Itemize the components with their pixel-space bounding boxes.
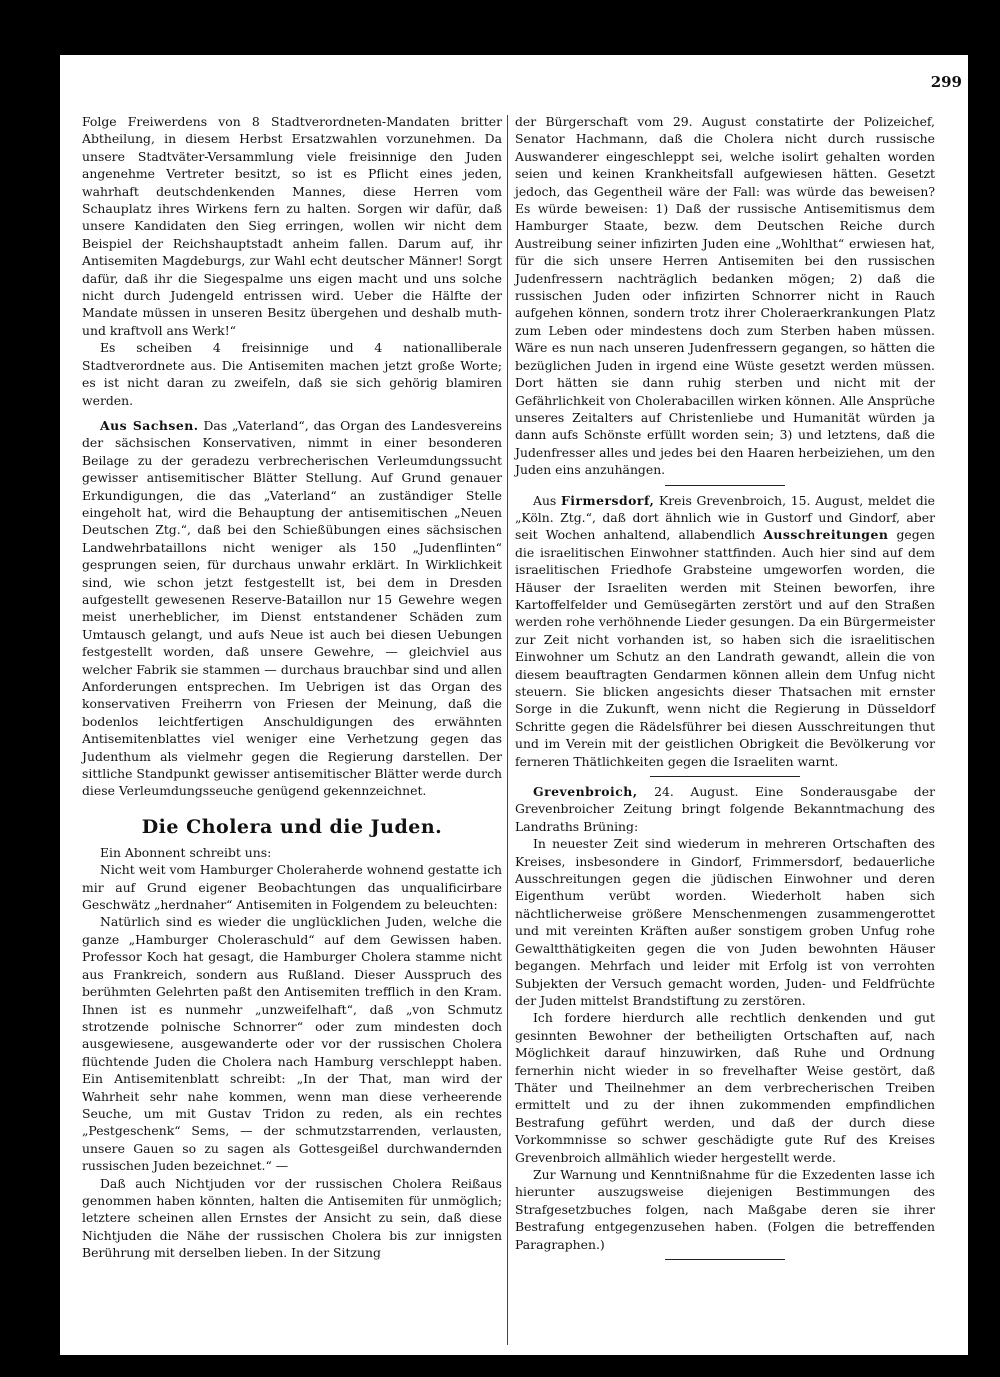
article-paragraph xyxy=(515,783,935,835)
dateline-place: Grevenbroich, xyxy=(533,784,638,800)
article-paragraph xyxy=(82,417,502,800)
article-paragraph: der Bürgerschaft vom 29. August constatirte der Polizeichef, Senator Hachmann, daß die Cholera nicht durch russische Auswanderer eingeschleppt sei, welche isolirt gehalten worden seien und keinen Krankheitsfall aufgewiesen hätten. Gesetzt jedoch, das Gegentheil wäre der Fall: was würde das beweisen? Es würde beweisen: 1) Daß der russische Antisemitismus dem Hamburger Staate, bezw. dem Deutschen Reiche durch Austreibung seiner infizirten Juden eine „Wohlthat“ erwiesen hat, für die sich unsere Herren Antisemiten bei den russischen Judenfressern nachträglich bedanken mögen; 2) daß die russischen Juden oder infizirten Schnorrer nicht in Rauch aufgehen können, sondern trotz ihrer Cholerаerkrankungen Platz zum Leben oder mindestens doch zum Sterben haben müssen. Wäre es nun nach unseren Judenfressern gegangen, so hätten die bezüglichen Juden in irgend eine Wüste gesetzt werden müssen. Dort hätten sie dann ruhig sterben und nicht mit der Gefährlichkeit von Cholerabacillen wirken können. Alle Ansprüche unseres Zeitalters auf Christenliebe und Humanität würden ja dann aufs Schönste erfüllt worden sein; 3) und letztens, daß die Judenfresser alles und jedes bei den Haaren herbeiziehen, um den Juden eins anzuhängen. xyxy=(515,114,935,478)
article-paragraph: In neuester Zeit sind wiederum in mehreren Ortschaften des Kreises, insbesondere in Gindorf, Frimmersdorf, bedauerliche Ausschreitungen gegen die jüdischen Einwohner und deren Eigenthum verübt worden. Wiederholt haben sich nächtlicherweise größere Menschenmengen zusammengerottet und mit vereinten Kräften außer sonstigem groben Unfug rohe Gewaltthätigkeiten gegen die von Juden bewohnten Häuser begangen. Mehrfach und leider mit Erfolg ist von verrohten Subjekten der Versuch gemacht worden, Juden- und Feldfrüchte der Juden mittelst Brandstiftung zu zerstören. xyxy=(515,836,935,1008)
article-paragraph: Zur Warnung und Kenntnißnahme für die Exzedenten lasse ich hierunter auszugsweise diejenigen Bestimmungen des Strafgesetzbuches folgen, nach Maßgabe deren sie ihrer Bestrafung entgegenzusehen haben. (Folgen die betreffenden Paragraphen.) xyxy=(515,1166,935,1252)
column-divider xyxy=(507,115,508,1345)
dateline-place: Aus Sachsen. xyxy=(100,417,199,433)
article-paragraph: Natürlich sind es wieder die unglücklichen Juden, welche die ganze „Hamburger Choleraschuld“ auf dem Gewissen haben. Professor Koch hat gesagt, die Hamburger Cholera stamme nicht aus Frankreich, sondern aus Rußland. Dieser Ausspruch des berühmten Gelehrten paßt den Antisemiten trefflich in den Kram. Ihnen ist es nunmehr „unzweifelhaft“, daß „von Schmutz strotzende polnische Schnorrer“ oder zum mindesten doch ausgewiesene, ausgewanderte oder vor der russischen Cholera flüchtende Juden die Cholera nach Hamburg verschleppt haben. Ein Antisemitenblatt schreibt: „In der That, man wird der Wahrheit sehr nahe kommen, wenn man diese verheerende Seuche, um mit Gustav Tridon zu reden, als ein rechtes „Pestgeschenk“ Sems, — der schmutzstarrenden, verlausten, unsere Gauen so zu sagen als Gottesgeißel durchwandernden russischen Juden bezeichnet.“ — xyxy=(82,914,502,1174)
article-paragraph: Folge Freiwerdens von 8 Stadtverordneten-Mandaten britter Abtheilung, in diesem Herbst Ersatzwahlen vorzunehmen. Da unsere Stadtväter-Versammlung viele freisinnige den Juden angenehme Vertreter besitzt, so ist es Pflicht eines jeden, wahrhaft deutschdenkenden Mannes, diese Herren vom Schauplatz ihres Wirkens fern zu halten. Sorgen wir dafür, daß unsere Kandidaten den Sieg erringen, wollen wir nicht dem Beispiel der Reichshauptstadt anheim fallen. Darum auf, ihr Antisemiten Magdeburgs, zur Wahl echt deutscher Männer! Sorgt dafür, daß ihr die Siegespalme uns eigen macht und uns solche nicht durch Judengeld entrissen wird. Ueber die Hälfte der Mandate müssen in unseren Besitz übergehen und deshalb muth- und kraftvoll ans Werk!“ xyxy=(82,114,502,338)
section-rule xyxy=(665,485,785,486)
article-text: 24. August. Eine Sonderausgabe der Grevenbroicher Zeitung bringt folgende Bekanntmachung des Landraths Brüning: xyxy=(515,784,935,834)
page-number: 299 xyxy=(930,73,962,91)
newspaper-page xyxy=(60,55,968,1355)
emphasis-text: Ausschreitungen xyxy=(763,527,889,543)
article-paragraph: Ein Abonnent schreibt uns: xyxy=(100,844,272,860)
article-text: Das „Vaterland“, das Organ des Landesvereins der sächsischen Konservativen, nimmt in einer besonderen Beilage zu der geradezu verbrecherischen Verleumdungssucht gewisser antisemitischer Blätter Stellung. Auf Grund genauer Erkundigungen, die das „Vaterland“ an zuständiger Stelle eingeholt hat, wird die Behauptung der antisemitischen „Neuen Deutschen Ztg.“, daß bei den Schießübungen eines sächsischen Landwehrbataillons nicht weniger als 150 „Judenflinten“ gesprungen seien, für durchaus unwahr erklärt. In Wirklichkeit sind, wie schon jetzt festgestellt ist, bei dem in Dresden aufgestellt gewesenen Reserve-Bataillon nur 15 Gewehre wegen meist unerheblicher, im Dienst entstandener Schäden zum Umtausch gelangt, und aufs Neue ist auch bei diesen Uebungen festgestellt worden, daß unsere Gewehre, — gleichviel aus welcher Fabrik sie stammen — durchaus brauchbar sind und allen Anforderungen entsprechen. Im Uebrigen ist das Organ des konservativen Freiherrn von Friesen der Meinung, daß die bodenlos leichtfertigen Anschuldigungen des erwähnten Antisemitenblattes viel weniger eine Verhetzung gegen das Judenthum als vielmehr gegen die Regierung darstellen. Der sittliche Standpunkt gewisser antisemitischer Blätter werde durch diese Verleumdungsseuche genügend gekennzeichnet. xyxy=(82,417,502,799)
article-text: Kreis Grevenbroich, 15. August, meldet die „Köln. Ztg.“, daß dort ähnlich wie in Gustorf und Gindorf, aber seit Wochen anhaltend, allabendlich xyxy=(515,492,936,543)
article-paragraph: Es scheiben 4 freisinnige und 4 nationalliberale Stadtverordnete aus. Die Antisemiten machen jetzt große Worte; es ist nicht daran zu zweifeln, daß sie sich gehörig blamiren werden. xyxy=(82,340,502,408)
left-column xyxy=(82,113,502,1262)
article-text: gegen die israelitischen Einwohner stattfinden. Auch hier sind auf dem israelitischen Friedhofe Grabsteine umgeworfen worden, die Häuser der Israeliten werden mit Steinen beworfen, ihre Kartoffelfelder und Gemüsegärten zerstört und auf den Straßen werden rohe verhöhnende Lieder gesungen. Da ein Bürgermeister zur Zeit nicht vorhanden ist, so haben sich die israelitischen Einwohner um Schutz an den Landrath gewandt, allein die von diesem beauftragten Gendarmen können allein dem Unfug nicht steuern. Sie blicken angesichts dieser Thatsachen mit ernster Sorge in die Zukunft, wenn nicht die Regierung in Düsseldorf Schritte gegen die Rädelsführer bei diesen Ausschreitungen thut und im Verein mit der geistlichen Obrigkeit die Bevölkerung vor ferneren Thätlichkeiten gegen die Israeliten warnt. xyxy=(515,527,935,769)
section-rule xyxy=(665,1259,785,1260)
article-text: Aus xyxy=(533,492,561,508)
dateline-place: Firmersdorf, xyxy=(560,492,655,508)
article-paragraph: Ich fordere hierdurch alle rechtlich denkenden und gut gesinnten Bewohner der betheiligten Ortschaften auf, nach Möglichkeit darauf hinzuwirken, daß Ruhe und Ordnung fernerhin nicht wieder in so frevelhafter Weise gestört, daß Thäter und Theilnehmer an dem verbrecherischen Treiben ermittelt und zu der ihnen zukommenden empfindlichen Bestrafung geführt werden, und daß der durch diese Vorkommnisse so schwer geschädigte gute Ruf des Kreises Grevenbroich allmählich wieder hergestellt werde. xyxy=(515,1010,935,1165)
section-heading: Die Cholera und die Juden. xyxy=(141,815,443,838)
right-column xyxy=(515,113,935,1266)
section-rule xyxy=(650,776,800,777)
article-paragraph: Nicht weit vom Hamburger Choleraherde wohnend gestatte ich mir auf Grund eigener Beobachtungen das unqualificirbare Geschwätz „herdnaher“ Antisemiten in Folgendem zu beleuchten: xyxy=(82,862,502,913)
article-paragraph xyxy=(515,492,935,771)
article-paragraph: Daß auch Nichtjuden vor der russischen Cholera Reißaus genommen haben könnten, halten die Antisemiten für unmöglich; letztere scheinen allen Ernstes der Ansicht zu sein, daß diese Nichtjuden die Nähe der russischen Cholera bis zur innigsten Berührung mit derselben lieben. In der Sitzung xyxy=(82,1175,502,1261)
